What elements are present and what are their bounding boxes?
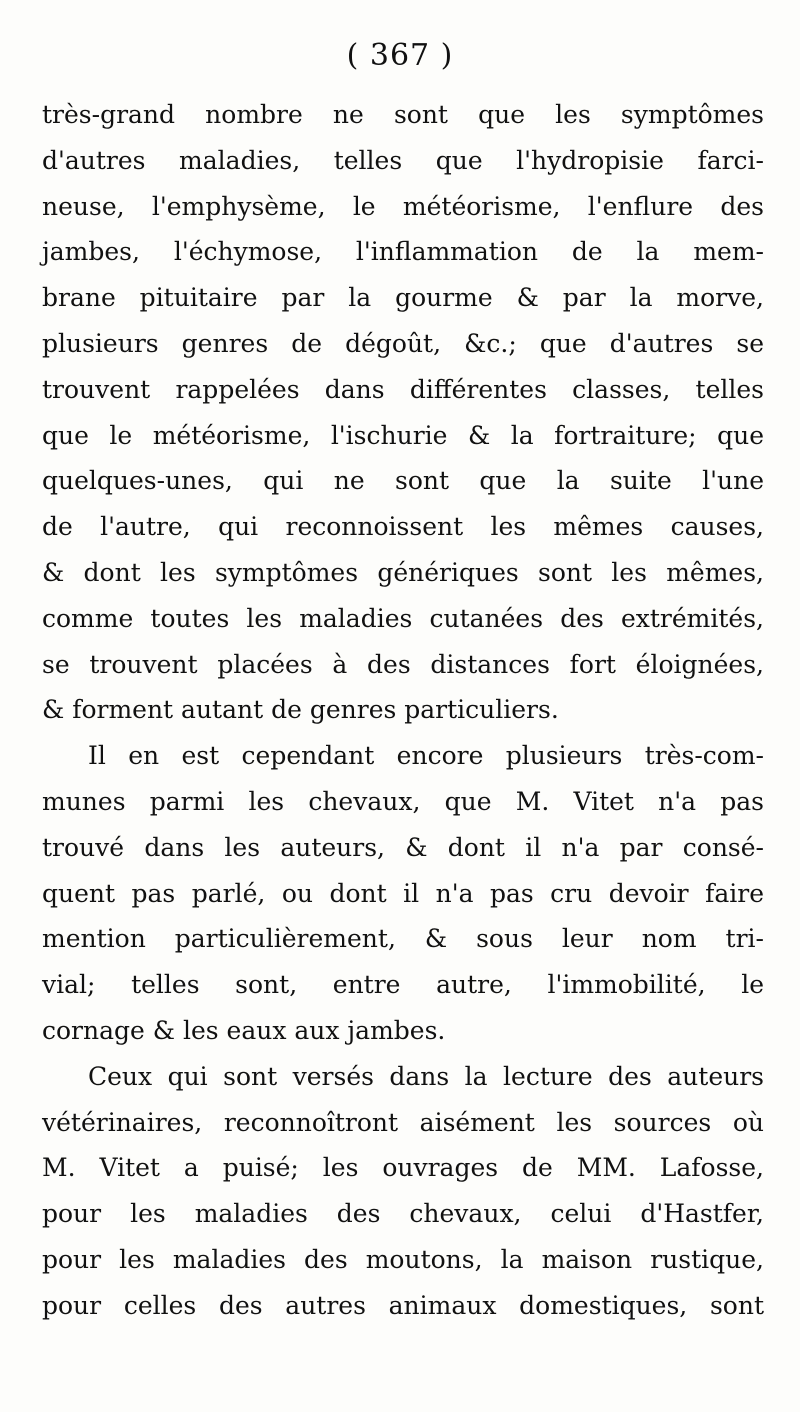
text-line: vial; telles sont, entre autre, l'immobilité, le <box>42 970 764 1000</box>
text-line: quelques-unes, qui ne sont que la suite l'une <box>42 466 764 496</box>
text-line: trouvé dans les auteurs, & dont il n'a par consé- <box>42 832 764 862</box>
text-line: que le météorisme, l'ischurie & la fortraiture; que <box>42 420 764 450</box>
text-line: & forment autant de genres particuliers. <box>42 695 559 725</box>
text-line: trouvent rappelées dans différentes classes, telles <box>42 374 764 404</box>
paragraph-2 <box>42 733 764 1054</box>
text-line: de l'autre, qui reconnoissent les mêmes causes, <box>42 512 764 542</box>
text-line: pour les maladies des chevaux, celui d'Hastfer, <box>42 1199 764 1229</box>
text-line: M. Vitet a puisé; les ouvrages de MM. Lafosse, <box>42 1153 764 1183</box>
text-line: cornage & les eaux aux jambes. <box>42 1015 446 1045</box>
text-line: pour les maladies des moutons, la maison rustique, <box>42 1244 764 1274</box>
body-text <box>42 92 764 1329</box>
text-line: jambes, l'échymose, l'inflammation de la mem- <box>42 237 764 267</box>
text-line: se trouvent placées à des distances fort éloignées, <box>42 649 764 679</box>
text-line: pour celles des autres animaux domestiques, sont <box>42 1290 764 1320</box>
text-line: plusieurs genres de dégoût, &c.; que d'autres se <box>42 328 764 358</box>
text-line: neuse, l'emphysème, le météorisme, l'enflure des <box>42 191 764 221</box>
page-number: ( 367 ) <box>346 38 454 73</box>
paragraph-3 <box>42 1054 764 1329</box>
text-line: d'autres maladies, telles que l'hydropisie farci- <box>42 145 764 175</box>
text-line: munes parmi les chevaux, que M. Vitet n'a pas <box>42 786 764 816</box>
text-line: Ceux qui sont versés dans la lecture des auteurs <box>88 1061 764 1091</box>
text-line: comme toutes les maladies cutanées des extrémités, <box>42 603 764 633</box>
paragraph-1 <box>42 92 764 733</box>
text-line: très-grand nombre ne sont que les symptômes <box>42 100 764 129</box>
text-line: vétérinaires, reconnoîtront aisément les sources où <box>42 1107 764 1137</box>
text-line: quent pas parlé, ou dont il n'a pas cru devoir faire <box>42 878 764 908</box>
text-line: Il en est cependant encore plusieurs très-com- <box>88 741 764 771</box>
text-line: & dont les symptômes génériques sont les mêmes, <box>42 557 764 587</box>
text-line: mention particulièrement, & sous leur nom tri- <box>42 924 764 954</box>
text-line: brane pituitaire par la gourme & par la morve, <box>42 283 764 313</box>
